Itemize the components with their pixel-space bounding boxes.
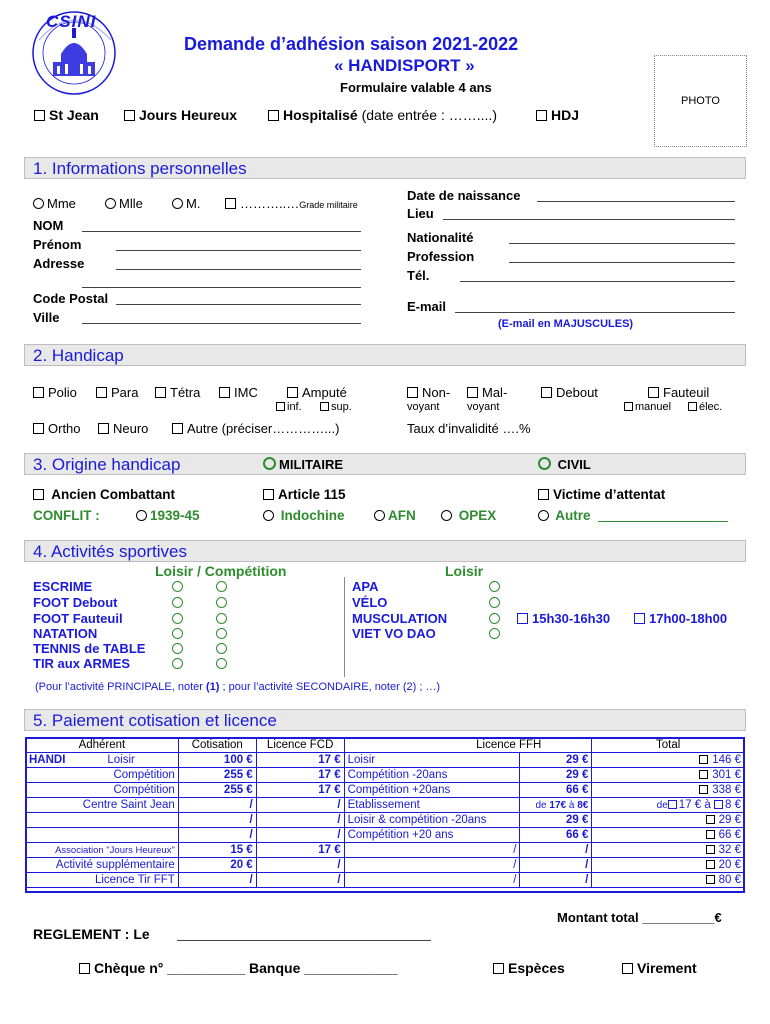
activity-label: TIR aux ARMES: [33, 656, 131, 671]
lieu-field[interactable]: [443, 219, 735, 220]
checkbox-manuel[interactable]: manuel: [624, 401, 671, 413]
activity-label: TENNIS de TABLE: [33, 641, 146, 656]
cell-ffh-price: 66 €: [520, 828, 592, 843]
cell-licence-fcd: /: [256, 873, 344, 888]
radio-loisir[interactable]: [489, 611, 503, 626]
reglement-date-field[interactable]: [177, 940, 431, 941]
activity-label: FOOT Debout: [33, 595, 118, 610]
section-personal-info: [24, 157, 746, 179]
col-adherent: Adhérent: [26, 738, 179, 753]
table-row: [26, 753, 745, 768]
radio-loisir[interactable]: [489, 595, 503, 610]
header-loisir-competition: Loisir / Compétition: [155, 563, 287, 579]
cell-ffh-price: /: [520, 843, 592, 858]
cell-adherent: [26, 828, 179, 843]
label-ville: Ville: [33, 310, 60, 325]
radio-loisir[interactable]: [172, 656, 186, 671]
checkbox-hospitalise[interactable]: [268, 110, 279, 121]
adresse-field-2[interactable]: [82, 287, 361, 288]
table-row: [26, 858, 745, 873]
activity-label: MUSCULATION: [352, 611, 448, 626]
cell-ffh-label: Loisir & compétition -20ans: [344, 813, 520, 828]
logo-text: CSINI: [46, 12, 97, 31]
table-row: [26, 828, 745, 843]
reglement-label: REGLEMENT : Le: [33, 926, 150, 942]
cell-licence-fcd: /: [256, 798, 344, 813]
cell-total[interactable]: 338 €: [592, 783, 745, 798]
radio-loisir[interactable]: [172, 626, 186, 641]
cell-cotisation: 100 €: [178, 753, 256, 768]
activity-label: VÉLO: [352, 595, 388, 610]
radio-1939-45[interactable]: 1939-45: [136, 508, 200, 523]
code-postal-field[interactable]: [116, 304, 361, 305]
option-hdj[interactable]: HDJ: [536, 107, 579, 123]
label-prenom: Prénom: [33, 237, 82, 252]
radio-mlle[interactable]: Mlle: [105, 196, 143, 211]
option-hospitalise[interactable]: Hospitalisé (date entrée : ……....): [268, 107, 497, 123]
radio-loisir[interactable]: [172, 579, 186, 594]
table-row: [26, 768, 745, 783]
cell-licence-fcd: /: [256, 828, 344, 843]
radio-indochine[interactable]: Indochine: [263, 508, 345, 523]
cell-ffh-label: Compétition +20ans: [344, 783, 520, 798]
cell-ffh-label: /: [344, 858, 520, 873]
option-st-jean[interactable]: St Jean: [34, 107, 99, 123]
cell-total[interactable]: de 17 € à 8 €: [592, 798, 745, 813]
radio-autre[interactable]: Autre: [538, 508, 591, 523]
cell-licence-fcd: 17 €: [256, 768, 344, 783]
hospital-date: (date entrée : ……....): [361, 107, 497, 123]
cell-adherent: Compétition: [26, 783, 179, 798]
cell-ffh-price: 29 €: [520, 813, 592, 828]
cell-cotisation: /: [178, 873, 256, 888]
naissance-field[interactable]: [537, 201, 735, 202]
radio-competition[interactable]: [216, 656, 230, 671]
cell-adherent: Licence Tir FFT: [26, 873, 179, 888]
cell-cotisation: 255 €: [178, 783, 256, 798]
table-row: [26, 798, 745, 813]
radio-mme[interactable]: Mme: [33, 196, 76, 211]
radio-opex[interactable]: OPEX: [441, 508, 496, 523]
cell-ffh-price: 29 €: [520, 768, 592, 783]
col-total: Total: [592, 738, 745, 753]
cell-cotisation: 15 €: [178, 843, 256, 858]
section-title: 2. Handicap: [33, 346, 124, 365]
section-title: 1. Informations personnelles: [33, 159, 247, 178]
section-paiement: [24, 709, 746, 731]
label-nationalite: Nationalité: [407, 230, 474, 245]
form-subtitle: « HANDISPORT »: [334, 56, 475, 75]
photo-box[interactable]: [654, 55, 747, 147]
section-title: 5. Paiement cotisation et licence: [33, 711, 277, 730]
cell-ffh-price: /: [520, 858, 592, 873]
checkbox-sup[interactable]: sup.: [320, 401, 352, 413]
radio-competition[interactable]: [216, 626, 230, 641]
cell-licence-fcd: /: [256, 813, 344, 828]
checkbox-autre[interactable]: Autre (préciser…………...): [172, 421, 339, 436]
checkbox-imc[interactable]: IMC: [219, 385, 258, 400]
checkbox-inf[interactable]: inf.: [276, 401, 302, 413]
checkbox-ampute[interactable]: Amputé: [287, 385, 347, 400]
col-cotisation: Cotisation: [178, 738, 256, 753]
adresse-field[interactable]: [116, 269, 361, 270]
activity-label: VIET VO DAO: [352, 626, 436, 641]
cell-ffh-label: Loisir: [344, 753, 520, 768]
radio-civil[interactable]: CIVIL: [538, 457, 591, 472]
ville-field[interactable]: [82, 323, 361, 324]
label-tel: Tél.: [407, 268, 430, 283]
profession-field[interactable]: [509, 262, 735, 263]
label-lieu: Lieu: [407, 206, 434, 221]
checkbox-debout[interactable]: Debout: [541, 385, 598, 400]
cell-total[interactable]: 29 €: [592, 813, 745, 828]
col-licence-fcd: Licence FCD: [256, 738, 344, 753]
checkbox-elec[interactable]: élec.: [688, 401, 722, 413]
cell-total[interactable]: 66 €: [592, 828, 745, 843]
label-conflit: CONFLIT :: [33, 508, 100, 523]
checkbox-jours-heureux[interactable]: [124, 110, 135, 121]
cell-licence-fcd: 17 €: [256, 753, 344, 768]
cell-adherent: Compétition: [26, 768, 179, 783]
label-voyant-2: voyant: [467, 401, 500, 413]
radio-afn[interactable]: AFN: [374, 508, 416, 523]
radio-competition[interactable]: [216, 641, 230, 656]
radio-loisir[interactable]: [172, 641, 186, 656]
radio-loisir[interactable]: [489, 626, 503, 641]
table-row: [26, 873, 745, 888]
activity-label: FOOT Fauteuil: [33, 611, 123, 626]
checkbox-cheque[interactable]: Chèque n° __________ Banque ____________: [79, 960, 398, 976]
tel-field[interactable]: [460, 281, 735, 282]
radio-loisir[interactable]: [172, 611, 186, 626]
radio-loisir[interactable]: [489, 579, 503, 594]
table-row: [26, 783, 745, 798]
cell-ffh-price: 66 €: [520, 783, 592, 798]
autre-field[interactable]: [598, 521, 728, 522]
taux-invalidite[interactable]: Taux d’invalidité ….%: [407, 421, 531, 436]
cell-total[interactable]: 32 €: [592, 843, 745, 858]
cell-ffh-price: de 17€ à 8€: [520, 798, 592, 813]
cell-ffh-label: /: [344, 873, 520, 888]
cell-ffh-label: Compétition +20 ans: [344, 828, 520, 843]
label-profession: Profession: [407, 249, 475, 264]
cell-cotisation: /: [178, 828, 256, 843]
section-title: 4. Activités sportives: [33, 542, 188, 561]
activity-label: NATATION: [33, 626, 98, 641]
table-row: [26, 843, 745, 858]
cell-total[interactable]: 301 €: [592, 768, 745, 783]
cell-adherent: Activité supplémentaire: [26, 858, 179, 873]
activity-label: APA: [352, 579, 379, 594]
cell-total[interactable]: 146 €: [592, 753, 745, 768]
cell-ffh-label: /: [344, 843, 520, 858]
section-origine: [24, 453, 746, 475]
radio-loisir[interactable]: [172, 595, 186, 610]
label-voyant-1: voyant: [407, 401, 440, 413]
checkbox-mal-voyant[interactable]: Mal-: [467, 385, 507, 400]
radio-militaire[interactable]: MILITAIRE: [263, 457, 343, 472]
checkbox-non-voyant[interactable]: Non-: [407, 385, 450, 400]
cell-licence-fcd: 17 €: [256, 783, 344, 798]
cell-ffh-price: 29 €: [520, 753, 592, 768]
grade-militaire[interactable]: ………..…Grade militaire: [225, 196, 358, 211]
section-title: 3. Origine handicap: [33, 455, 181, 474]
cell-adherent: Centre Saint Jean: [26, 798, 179, 813]
label-naissance: Date de naissance: [407, 188, 521, 203]
label-adresse: Adresse: [33, 256, 85, 271]
form-validity: Formulaire valable 4 ans: [340, 80, 492, 95]
option-jours-heureux[interactable]: Jours Heureux: [124, 107, 237, 123]
cell-adherent: Association "Jours Heureux": [26, 843, 179, 858]
email-note: (E-mail en MAJUSCULES): [498, 318, 634, 330]
checkbox-tetra[interactable]: Tétra: [155, 385, 200, 400]
checkbox-especes[interactable]: Espèces: [493, 960, 565, 976]
cell-cotisation: 255 €: [178, 768, 256, 783]
cell-total[interactable]: 20 €: [592, 858, 745, 873]
label-code-postal: Code Postal: [33, 291, 109, 306]
cell-ffh-price: /: [520, 873, 592, 888]
label-nom: NOM: [33, 218, 64, 233]
section-handicap: [24, 344, 746, 366]
checkbox-fauteuil[interactable]: Fauteuil: [648, 385, 709, 400]
prenom-field[interactable]: [116, 250, 361, 251]
cell-adherent: HANDI Loisir: [26, 753, 179, 768]
form-title: Demande d’adhésion saison 2021-2022: [184, 34, 519, 54]
checkbox-st-jean[interactable]: [34, 110, 45, 121]
activity-note: (Pour l’activité PRINCIPALE, noter (1) ; pour l’activité SECONDAIRE, noter (2) ; …): [35, 681, 441, 693]
checkbox-neuro[interactable]: Neuro: [98, 421, 148, 436]
montant-total[interactable]: Montant total __________€: [557, 910, 722, 925]
checkbox-para[interactable]: Para: [96, 385, 138, 400]
activity-label: ESCRIME: [33, 579, 93, 594]
nationalite-field[interactable]: [509, 243, 735, 244]
cell-adherent: [26, 813, 179, 828]
cell-ffh-label: Etablissement: [344, 798, 520, 813]
header-loisir: Loisir: [445, 563, 484, 579]
checkbox-ortho[interactable]: Ortho: [33, 421, 81, 436]
radio-competition[interactable]: [216, 595, 230, 610]
section-activites: [24, 540, 746, 562]
nom-field[interactable]: [82, 231, 361, 232]
cell-ffh-label: Compétition -20ans: [344, 768, 520, 783]
cell-licence-fcd: /: [256, 858, 344, 873]
cell-cotisation: 20 €: [178, 858, 256, 873]
checkbox-hdj[interactable]: [536, 110, 547, 121]
radio-competition[interactable]: [216, 611, 230, 626]
checkbox-polio[interactable]: Polio: [33, 385, 77, 400]
cell-licence-fcd: 17 €: [256, 843, 344, 858]
checkbox-virement[interactable]: Virement: [622, 960, 697, 976]
slot-15h30[interactable]: 15h30-16h30: [517, 611, 610, 626]
checkbox-article-115[interactable]: Article 115: [263, 487, 346, 502]
payment-table: [25, 737, 745, 888]
slot-17h00[interactable]: 17h00-18h00: [634, 611, 727, 626]
cell-total[interactable]: 80 €: [592, 873, 745, 888]
email-field[interactable]: [455, 312, 735, 313]
checkbox-victime[interactable]: Victime d’attentat: [538, 487, 665, 502]
activity-separator: [344, 577, 345, 677]
radio-competition[interactable]: [216, 579, 230, 594]
cell-cotisation: /: [178, 798, 256, 813]
radio-m[interactable]: M.: [172, 196, 200, 211]
label-email: E-mail: [407, 299, 447, 314]
table-row: [26, 813, 745, 828]
photo-label: PHOTO: [681, 95, 720, 107]
checkbox-ancien-combattant[interactable]: Ancien Combattant: [33, 487, 175, 502]
col-licence-ffh: Licence FFH: [344, 738, 592, 753]
cell-cotisation: /: [178, 813, 256, 828]
